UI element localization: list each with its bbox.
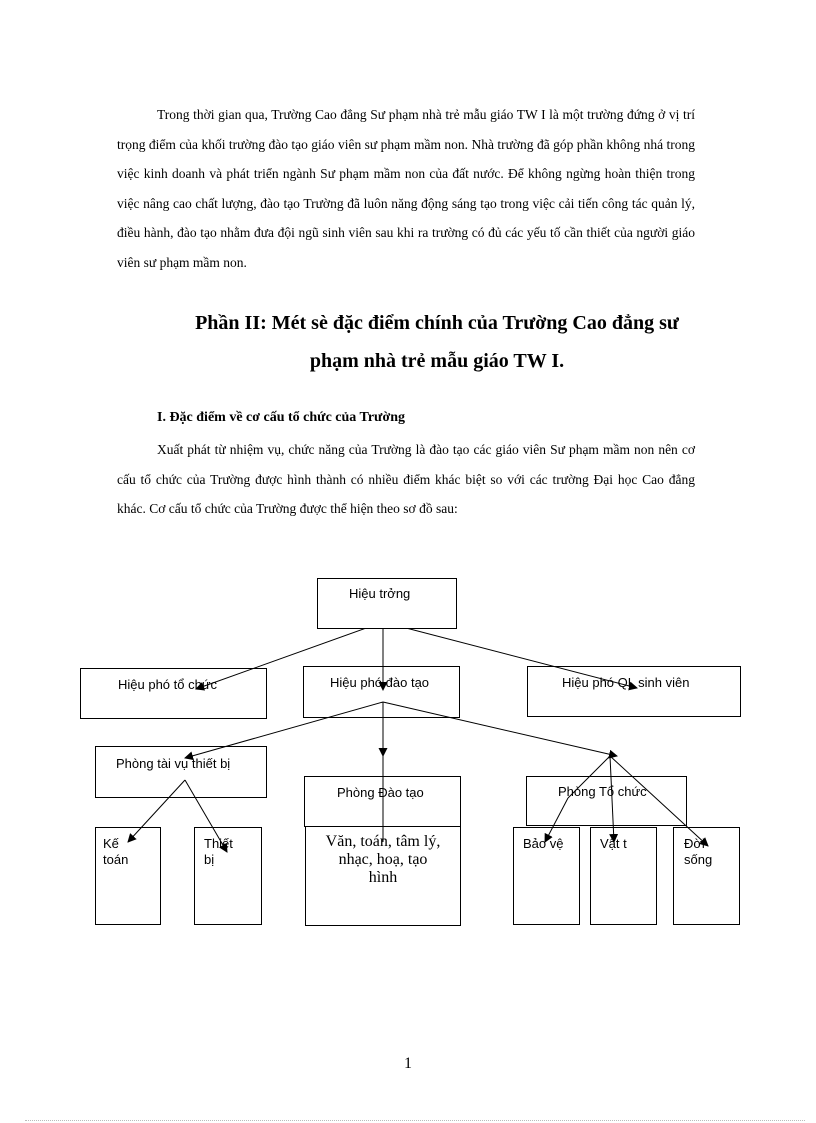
unit-equipment-box [194,827,262,925]
unit-life-label: Đời sống [684,836,713,867]
part-heading-line2: phạm nhà trẻ mẫu giáo TW I. [309,350,565,372]
unit-supplies-box [590,827,657,925]
page-number: 1 [404,1055,412,1072]
vp-training-box [303,666,460,718]
dept-finance-box [95,746,267,798]
vp-student-box [527,666,741,717]
unit-equipment-label: Thiết bị [204,836,233,867]
vp-organization-label: Hiệu phó tổ chức [118,677,218,692]
page-bottom-divider [25,1120,805,1121]
vp-training-label: Hiệu phó đào tạo [330,675,430,690]
section-heading: I. Đặc điểm về cơ cấu tổ chức của Trường [157,410,405,425]
unit-security-label: Bảo vệ [523,836,564,851]
dept-training-box [304,776,461,827]
vp-organization-box [80,668,267,719]
dept-finance-label: Phòng tài vụ thiết bị [116,756,231,771]
unit-accounting-label: Kế toán [103,836,129,867]
part-heading-line1: Phần II: Mét sè đặc điểm chính của Trường Cao đẳng sư [195,312,679,334]
principal-label: Hiệu trởng [349,586,411,601]
unit-accounting-box [95,827,161,925]
dept-organization-box [526,776,687,826]
unit-subjects-box [305,826,461,926]
principal-box [317,578,457,629]
unit-life-box [673,827,740,925]
intro-paragraph: Trong thời gian qua, Trường Cao đẳng Sư phạm nhà trẻ mẫu giáo TW I là một trường đứng ở vị trí trọng điểm của khối trường đào tạo giáo viên sư phạm mầm non. Nhà trường đã góp phần không nhá trong việc kinh doanh và phát triển ngành Sư phạm mầm non của đất nước. Để không ngừng hoàn thiện trong việc nâng cao chất lượng, đào tạo Trường đã luôn năng động sáng tạo trong việc cải tiến công tác quản lý, điều hành, đào tạo nhằm đưa đội ngũ sinh viên sau khi ra trường có đủ các yếu tố cần thiết của người giáo viên sư phạm mầm non. [117,107,695,270]
dept-training-label: Phòng Đào tạo [337,785,424,800]
unit-security-box [513,827,580,925]
unit-subjects-label: Văn, toán, tâm lý, nhạc, hoạ, tạo hình [325,833,441,886]
section-paragraph: Xuất phát từ nhiệm vụ, chức năng của Trường là đào tạo các giáo viên Sư phạm mầm non nên cơ cấu tổ chức của Trường được hình thành có nhiều điểm khác biệt so với các trường Đại học Cao đẳng khác. Cơ cấu tổ chức của Trường được thể hiện theo sơ đồ sau: [117,442,695,516]
unit-supplies-label: Vật t [600,836,627,851]
vp-student-label: Hiệu phó QL sinh viên [562,675,690,690]
dept-organization-label: Phòng Tổ chức [558,784,647,799]
